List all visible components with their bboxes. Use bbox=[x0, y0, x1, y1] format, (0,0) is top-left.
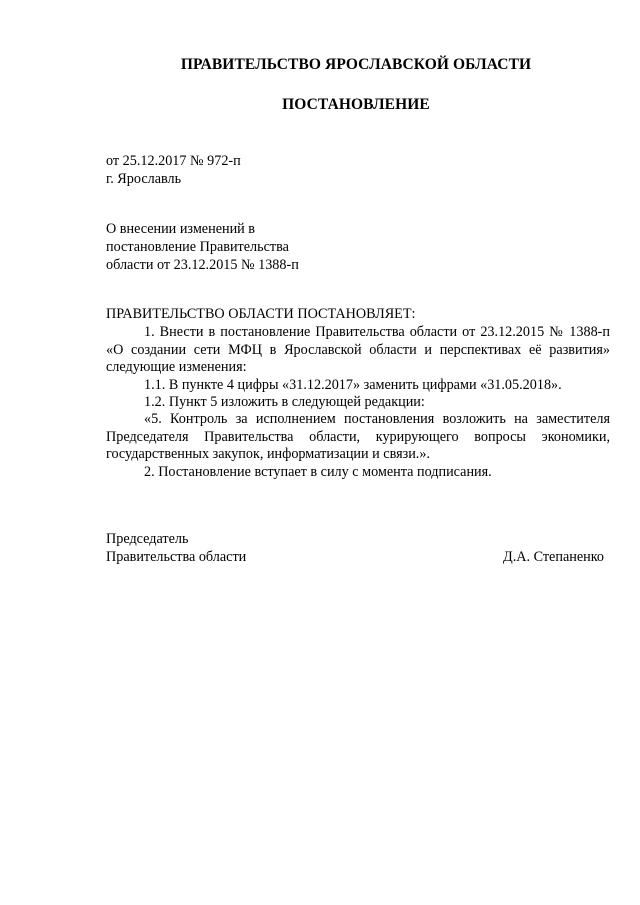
signer-title-line2: Правительства области bbox=[106, 549, 247, 565]
document-city: г. Ярославль bbox=[106, 171, 182, 187]
body-paragraph: 1. Внести в постановление Правительства области от 23.12.2015 № 1388-п «О создании сети МФЦ в Ярославской области и перспективах её развития» следующие изменения: bbox=[106, 324, 610, 376]
subject-line: О внесении изменений в bbox=[106, 221, 256, 237]
document-date-number: от 25.12.2017 № 972-п bbox=[106, 153, 241, 169]
body-paragraph: 1.2. Пункт 5 изложить в следующей редакции: bbox=[144, 394, 425, 411]
document-body bbox=[106, 306, 610, 481]
document-type-title: ПОСТАНОВЛЕНИЕ bbox=[282, 96, 430, 113]
body-paragraph: 2. Постановление вступает в силу с момента подписания. bbox=[144, 463, 492, 480]
signature-row bbox=[106, 548, 606, 566]
organization-title: ПРАВИТЕЛЬСТВО ЯРОСЛАВСКОЙ ОБЛАСТИ bbox=[180, 56, 532, 73]
subject-line: области от 23.12.2015 № 1388-п bbox=[106, 257, 299, 273]
document-subject bbox=[106, 220, 366, 274]
subject-line: постановление Правительства bbox=[106, 239, 289, 255]
signer-title-line1: Председатель bbox=[106, 531, 189, 547]
body-paragraph: 1.1. В пункте 4 цифры «31.12.2017» заменить цифрами «31.05.2018». bbox=[144, 376, 562, 393]
signature-block bbox=[106, 530, 606, 566]
signer-name: Д.А. Степаненко bbox=[503, 549, 604, 565]
body-paragraph: «5. Контроль за исполнением постановления возложить на заместителя Председателя Правительства области, курирующего вопросы экономики, государственных закупок, информатизации и связи.». bbox=[106, 411, 610, 463]
preamble: ПРАВИТЕЛЬСТВО ОБЛАСТИ ПОСТАНОВЛЯЕТ: bbox=[106, 306, 416, 322]
